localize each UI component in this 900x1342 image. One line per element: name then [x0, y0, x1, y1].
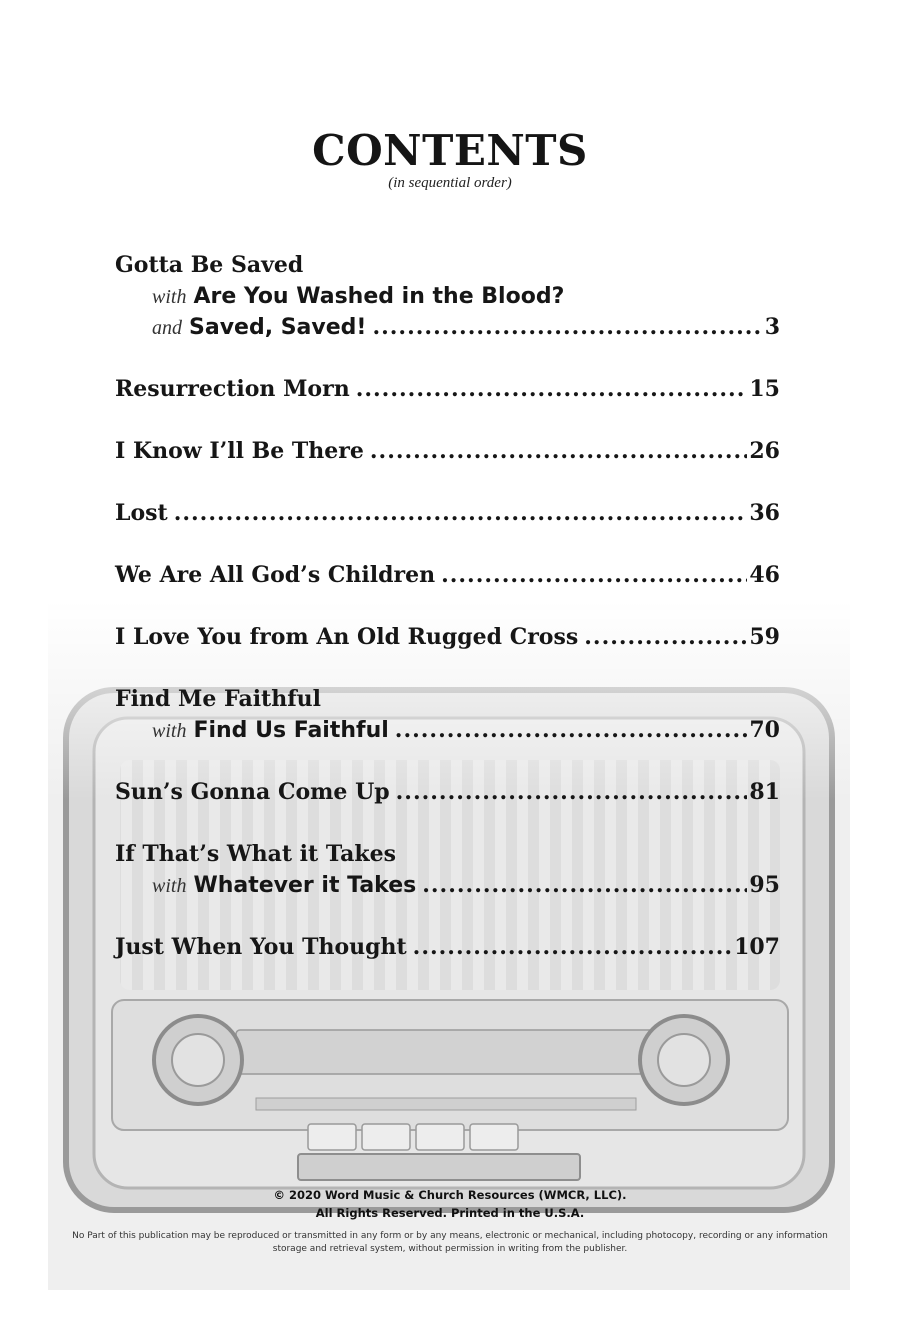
page-title: CONTENTS	[312, 126, 588, 175]
toc-page-number: 3	[764, 314, 780, 340]
dot-leader	[584, 622, 747, 653]
toc-entry-title: I Know I’ll Be There	[115, 438, 364, 464]
toc-connector: with	[152, 720, 187, 742]
toc-sub-entry	[115, 715, 780, 746]
dot-leader	[413, 932, 732, 963]
toc-page-number: 70	[749, 717, 780, 743]
toc-sub-entry	[115, 870, 780, 901]
toc-entry-title: If That’s What it Takes	[115, 841, 397, 867]
dot-leader	[422, 870, 747, 901]
toc-entry-title: Find Me Faithful	[115, 686, 322, 712]
toc-sub-title: Saved, Saved!	[189, 315, 367, 340]
toc-entry	[115, 250, 780, 343]
toc-connector: and	[152, 317, 182, 339]
toc-sub-title: Whatever it Takes	[193, 873, 417, 898]
toc-entry-title: Sun’s Gonna Come Up	[115, 779, 390, 805]
toc-entry	[115, 777, 780, 808]
toc-connector: with	[152, 875, 187, 897]
toc-page-number: 15	[749, 376, 780, 402]
toc-sub-entry	[115, 312, 780, 343]
dot-leader	[396, 777, 748, 808]
dot-leader	[174, 498, 748, 529]
copyright-line: © 2020 Word Music & Church Resources (WMCR, LLC).	[273, 1188, 627, 1202]
toc-page-number: 81	[749, 779, 780, 805]
toc-page-number: 107	[734, 934, 780, 960]
dot-leader	[441, 560, 747, 591]
toc-entry	[115, 436, 780, 467]
dot-leader	[356, 374, 748, 405]
toc-entry	[115, 560, 780, 591]
toc-page-number: 46	[749, 562, 780, 588]
toc-entry	[115, 622, 780, 653]
permission-notice: No Part of this publication may be reproduced or transmitted in any form or by any means, electronic or mechanical, including photocopy, recording or any information storage and retrieval system, without permission in writing from the publisher.	[72, 1231, 828, 1254]
toc-sub-entry	[115, 281, 780, 312]
toc-entry-title: I Love You from An Old Rugged Cross	[115, 624, 579, 650]
dot-leader	[395, 715, 748, 746]
toc-entry-title: Lost	[115, 500, 168, 526]
dot-leader	[370, 436, 748, 467]
toc-page-number: 36	[749, 500, 780, 526]
toc-entry	[115, 374, 780, 405]
toc-sub-title: Are You Washed in the Blood?	[193, 284, 565, 309]
toc-page-number: 26	[749, 438, 780, 464]
page-subtitle: (in sequential order)	[388, 175, 512, 191]
toc-entry-title: Resurrection Morn	[115, 376, 350, 402]
toc-entry	[115, 839, 780, 901]
toc-entry-title: Just When You Thought	[115, 934, 407, 960]
footer	[0, 1186, 900, 1256]
toc-sub-title: Find Us Faithful	[193, 718, 389, 743]
toc-entry	[115, 684, 780, 746]
toc-entry	[115, 932, 780, 963]
copyright-line: All Rights Reserved. Printed in the U.S.A.	[315, 1206, 585, 1220]
toc-page-number: 95	[749, 872, 780, 898]
toc-entry	[115, 498, 780, 529]
toc-entry-title: We Are All God’s Children	[115, 562, 436, 588]
toc-entry-title: Gotta Be Saved	[115, 252, 304, 278]
toc-entry-title-row	[115, 250, 780, 281]
toc-connector: with	[152, 286, 187, 308]
dot-leader	[372, 312, 762, 343]
table-of-contents	[115, 250, 780, 994]
toc-page-number: 59	[749, 624, 780, 650]
